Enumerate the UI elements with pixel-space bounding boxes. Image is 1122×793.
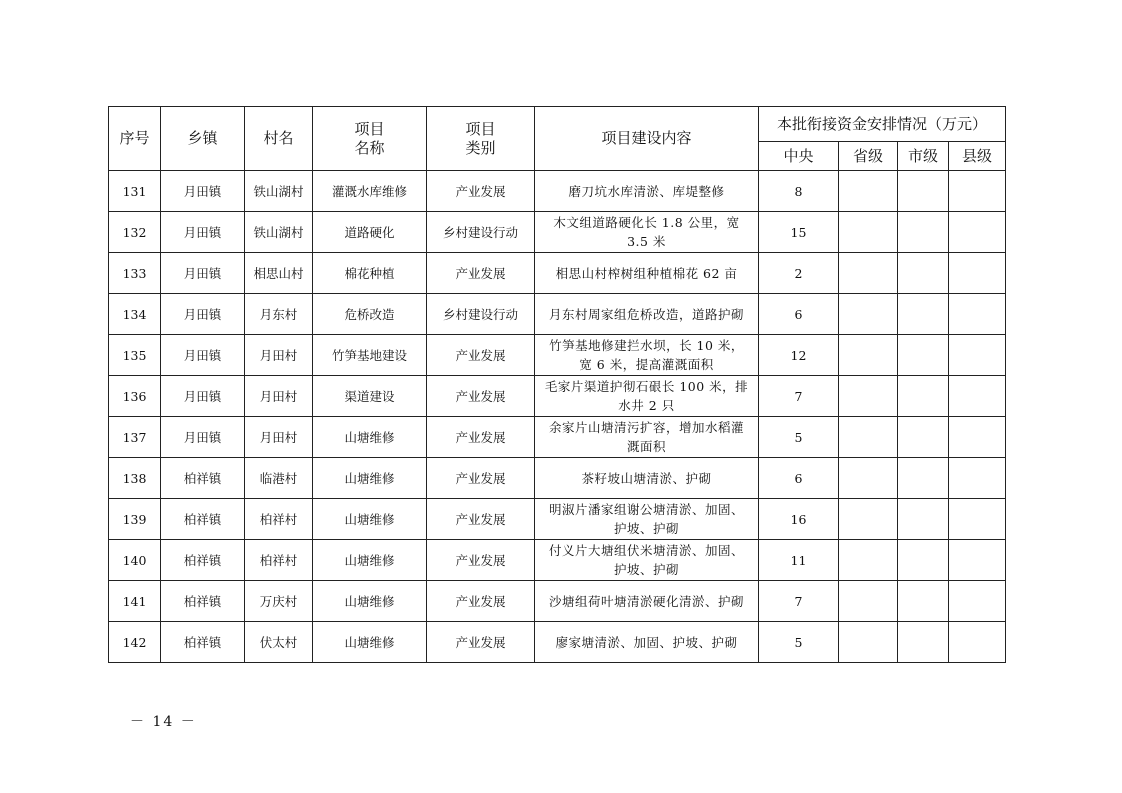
cell-project-type: 乡村建设行动 [427, 294, 535, 335]
cell-seq: 132 [109, 212, 161, 253]
header-project-name [313, 107, 427, 171]
header-central: 中央 [759, 142, 839, 171]
page-number: － 14 － [130, 714, 197, 730]
table-row [109, 458, 1006, 499]
table-row [109, 417, 1006, 458]
cell-provincial [839, 417, 898, 458]
cell-central: 8 [759, 171, 839, 212]
cell-seq: 133 [109, 253, 161, 294]
cell-town: 月田镇 [161, 417, 245, 458]
cell-provincial [839, 458, 898, 499]
cell-project-name: 山塘维修 [313, 540, 427, 581]
cell-project-type: 产业发展 [427, 253, 535, 294]
cell-content: 磨刀坑水库清淤、库堤整修 [535, 171, 759, 212]
cell-project-name: 道路硬化 [313, 212, 427, 253]
cell-municipal [898, 335, 949, 376]
cell-town: 月田镇 [161, 294, 245, 335]
cell-village: 柏祥村 [245, 499, 313, 540]
cell-content: 付义片大塘组伏米塘清淤、加固、护坡、护砌 [535, 540, 759, 581]
cell-town: 月田镇 [161, 171, 245, 212]
cell-town: 月田镇 [161, 253, 245, 294]
cell-project-name: 山塘维修 [313, 458, 427, 499]
cell-project-name: 棉花种植 [313, 253, 427, 294]
cell-central: 11 [759, 540, 839, 581]
cell-project-name: 山塘维修 [313, 581, 427, 622]
header-county: 县级 [949, 142, 1006, 171]
cell-seq: 142 [109, 622, 161, 663]
cell-municipal [898, 622, 949, 663]
cell-village: 临港村 [245, 458, 313, 499]
cell-municipal [898, 581, 949, 622]
cell-provincial [839, 622, 898, 663]
cell-provincial [839, 540, 898, 581]
cell-project-type: 产业发展 [427, 335, 535, 376]
cell-provincial [839, 499, 898, 540]
header-funding: 本批衔接资金安排情况（万元） [759, 107, 1006, 142]
cell-content: 廖家塘清淤、加固、护坡、护砌 [535, 622, 759, 663]
cell-village: 月田村 [245, 335, 313, 376]
header-village: 村名 [245, 107, 313, 171]
cell-county [949, 212, 1006, 253]
cell-county [949, 458, 1006, 499]
header-content: 项目建设内容 [535, 107, 759, 171]
cell-project-type: 产业发展 [427, 171, 535, 212]
cell-county [949, 417, 1006, 458]
cell-town: 柏祥镇 [161, 499, 245, 540]
cell-project-type: 产业发展 [427, 540, 535, 581]
cell-central: 6 [759, 458, 839, 499]
cell-town: 柏祥镇 [161, 581, 245, 622]
cell-village: 铁山湖村 [245, 171, 313, 212]
cell-seq: 136 [109, 376, 161, 417]
header-project-type-line2: 类别 [465, 138, 496, 157]
cell-central: 5 [759, 417, 839, 458]
cell-village: 铁山湖村 [245, 212, 313, 253]
cell-village: 月东村 [245, 294, 313, 335]
cell-project-name: 渠道建设 [313, 376, 427, 417]
cell-county [949, 335, 1006, 376]
cell-seq: 141 [109, 581, 161, 622]
cell-village: 相思山村 [245, 253, 313, 294]
cell-content: 竹笋基地修建拦水坝，长 10 米，宽 6 米，提高灌溉面积 [535, 335, 759, 376]
cell-municipal [898, 253, 949, 294]
cell-village: 柏祥村 [245, 540, 313, 581]
cell-county [949, 499, 1006, 540]
cell-municipal [898, 417, 949, 458]
header-project-type [427, 107, 535, 171]
cell-central: 6 [759, 294, 839, 335]
cell-county [949, 581, 1006, 622]
table-header [109, 107, 1006, 171]
cell-town: 月田镇 [161, 376, 245, 417]
cell-municipal [898, 294, 949, 335]
cell-town: 柏祥镇 [161, 622, 245, 663]
cell-municipal [898, 540, 949, 581]
table-row [109, 171, 1006, 212]
cell-central: 5 [759, 622, 839, 663]
cell-village: 伏太村 [245, 622, 313, 663]
cell-content: 余家片山塘清污扩容，增加水稻灌溉面积 [535, 417, 759, 458]
cell-seq: 137 [109, 417, 161, 458]
cell-provincial [839, 171, 898, 212]
header-project-type-line1: 项目 [465, 119, 496, 138]
cell-town: 柏祥镇 [161, 458, 245, 499]
cell-content: 明淑片潘家组谢公塘清淤、加固、护坡、护砌 [535, 499, 759, 540]
cell-content: 月东村周家组危桥改造，道路护砌 [535, 294, 759, 335]
header-provincial: 省级 [839, 142, 898, 171]
table-row [109, 294, 1006, 335]
table-row [109, 335, 1006, 376]
table-body [109, 171, 1006, 663]
cell-central: 7 [759, 376, 839, 417]
header-project-name-line2: 名称 [354, 138, 385, 157]
cell-county [949, 253, 1006, 294]
cell-project-type: 产业发展 [427, 581, 535, 622]
cell-project-name: 竹笋基地建设 [313, 335, 427, 376]
cell-project-name: 山塘维修 [313, 622, 427, 663]
cell-provincial [839, 376, 898, 417]
cell-project-type: 产业发展 [427, 458, 535, 499]
cell-project-type: 产业发展 [427, 376, 535, 417]
table-row [109, 622, 1006, 663]
cell-county [949, 294, 1006, 335]
cell-provincial [839, 294, 898, 335]
cell-seq: 139 [109, 499, 161, 540]
cell-central: 7 [759, 581, 839, 622]
cell-central: 15 [759, 212, 839, 253]
cell-project-type: 产业发展 [427, 499, 535, 540]
cell-project-name: 危桥改造 [313, 294, 427, 335]
cell-provincial [839, 581, 898, 622]
project-table [108, 106, 1006, 663]
cell-village: 万庆村 [245, 581, 313, 622]
header-project-name-line1: 项目 [354, 119, 385, 138]
cell-municipal [898, 499, 949, 540]
cell-municipal [898, 376, 949, 417]
cell-county [949, 622, 1006, 663]
cell-town: 月田镇 [161, 212, 245, 253]
cell-seq: 131 [109, 171, 161, 212]
cell-central: 2 [759, 253, 839, 294]
cell-town: 月田镇 [161, 335, 245, 376]
cell-content: 茶籽坡山塘清淤、护砌 [535, 458, 759, 499]
cell-project-name: 山塘维修 [313, 417, 427, 458]
cell-central: 16 [759, 499, 839, 540]
table-row [109, 376, 1006, 417]
cell-seq: 140 [109, 540, 161, 581]
cell-project-name: 灌溉水库维修 [313, 171, 427, 212]
cell-seq: 135 [109, 335, 161, 376]
header-town: 乡镇 [161, 107, 245, 171]
cell-project-type: 产业发展 [427, 417, 535, 458]
cell-project-type: 乡村建设行动 [427, 212, 535, 253]
cell-content: 相思山村榨树组种植棉花 62 亩 [535, 253, 759, 294]
cell-content: 毛家片渠道护彻石硍长 100 米，排水井 2 只 [535, 376, 759, 417]
cell-county [949, 376, 1006, 417]
cell-village: 月田村 [245, 417, 313, 458]
cell-content: 沙塘组荷叶塘清淤硬化清淤、护砌 [535, 581, 759, 622]
cell-provincial [839, 212, 898, 253]
table-row [109, 212, 1006, 253]
cell-municipal [898, 212, 949, 253]
header-municipal: 市级 [898, 142, 949, 171]
cell-provincial [839, 335, 898, 376]
cell-project-name: 山塘维修 [313, 499, 427, 540]
cell-county [949, 171, 1006, 212]
table-row [109, 540, 1006, 581]
cell-provincial [839, 253, 898, 294]
cell-municipal [898, 171, 949, 212]
cell-content: 木文组道路硬化长 1.8 公里，宽 3.5 米 [535, 212, 759, 253]
cell-town: 柏祥镇 [161, 540, 245, 581]
cell-county [949, 540, 1006, 581]
cell-project-type: 产业发展 [427, 622, 535, 663]
cell-seq: 138 [109, 458, 161, 499]
header-seq: 序号 [109, 107, 161, 171]
cell-municipal [898, 458, 949, 499]
table-row [109, 499, 1006, 540]
cell-village: 月田村 [245, 376, 313, 417]
cell-seq: 134 [109, 294, 161, 335]
table-row [109, 581, 1006, 622]
table-row [109, 253, 1006, 294]
cell-central: 12 [759, 335, 839, 376]
